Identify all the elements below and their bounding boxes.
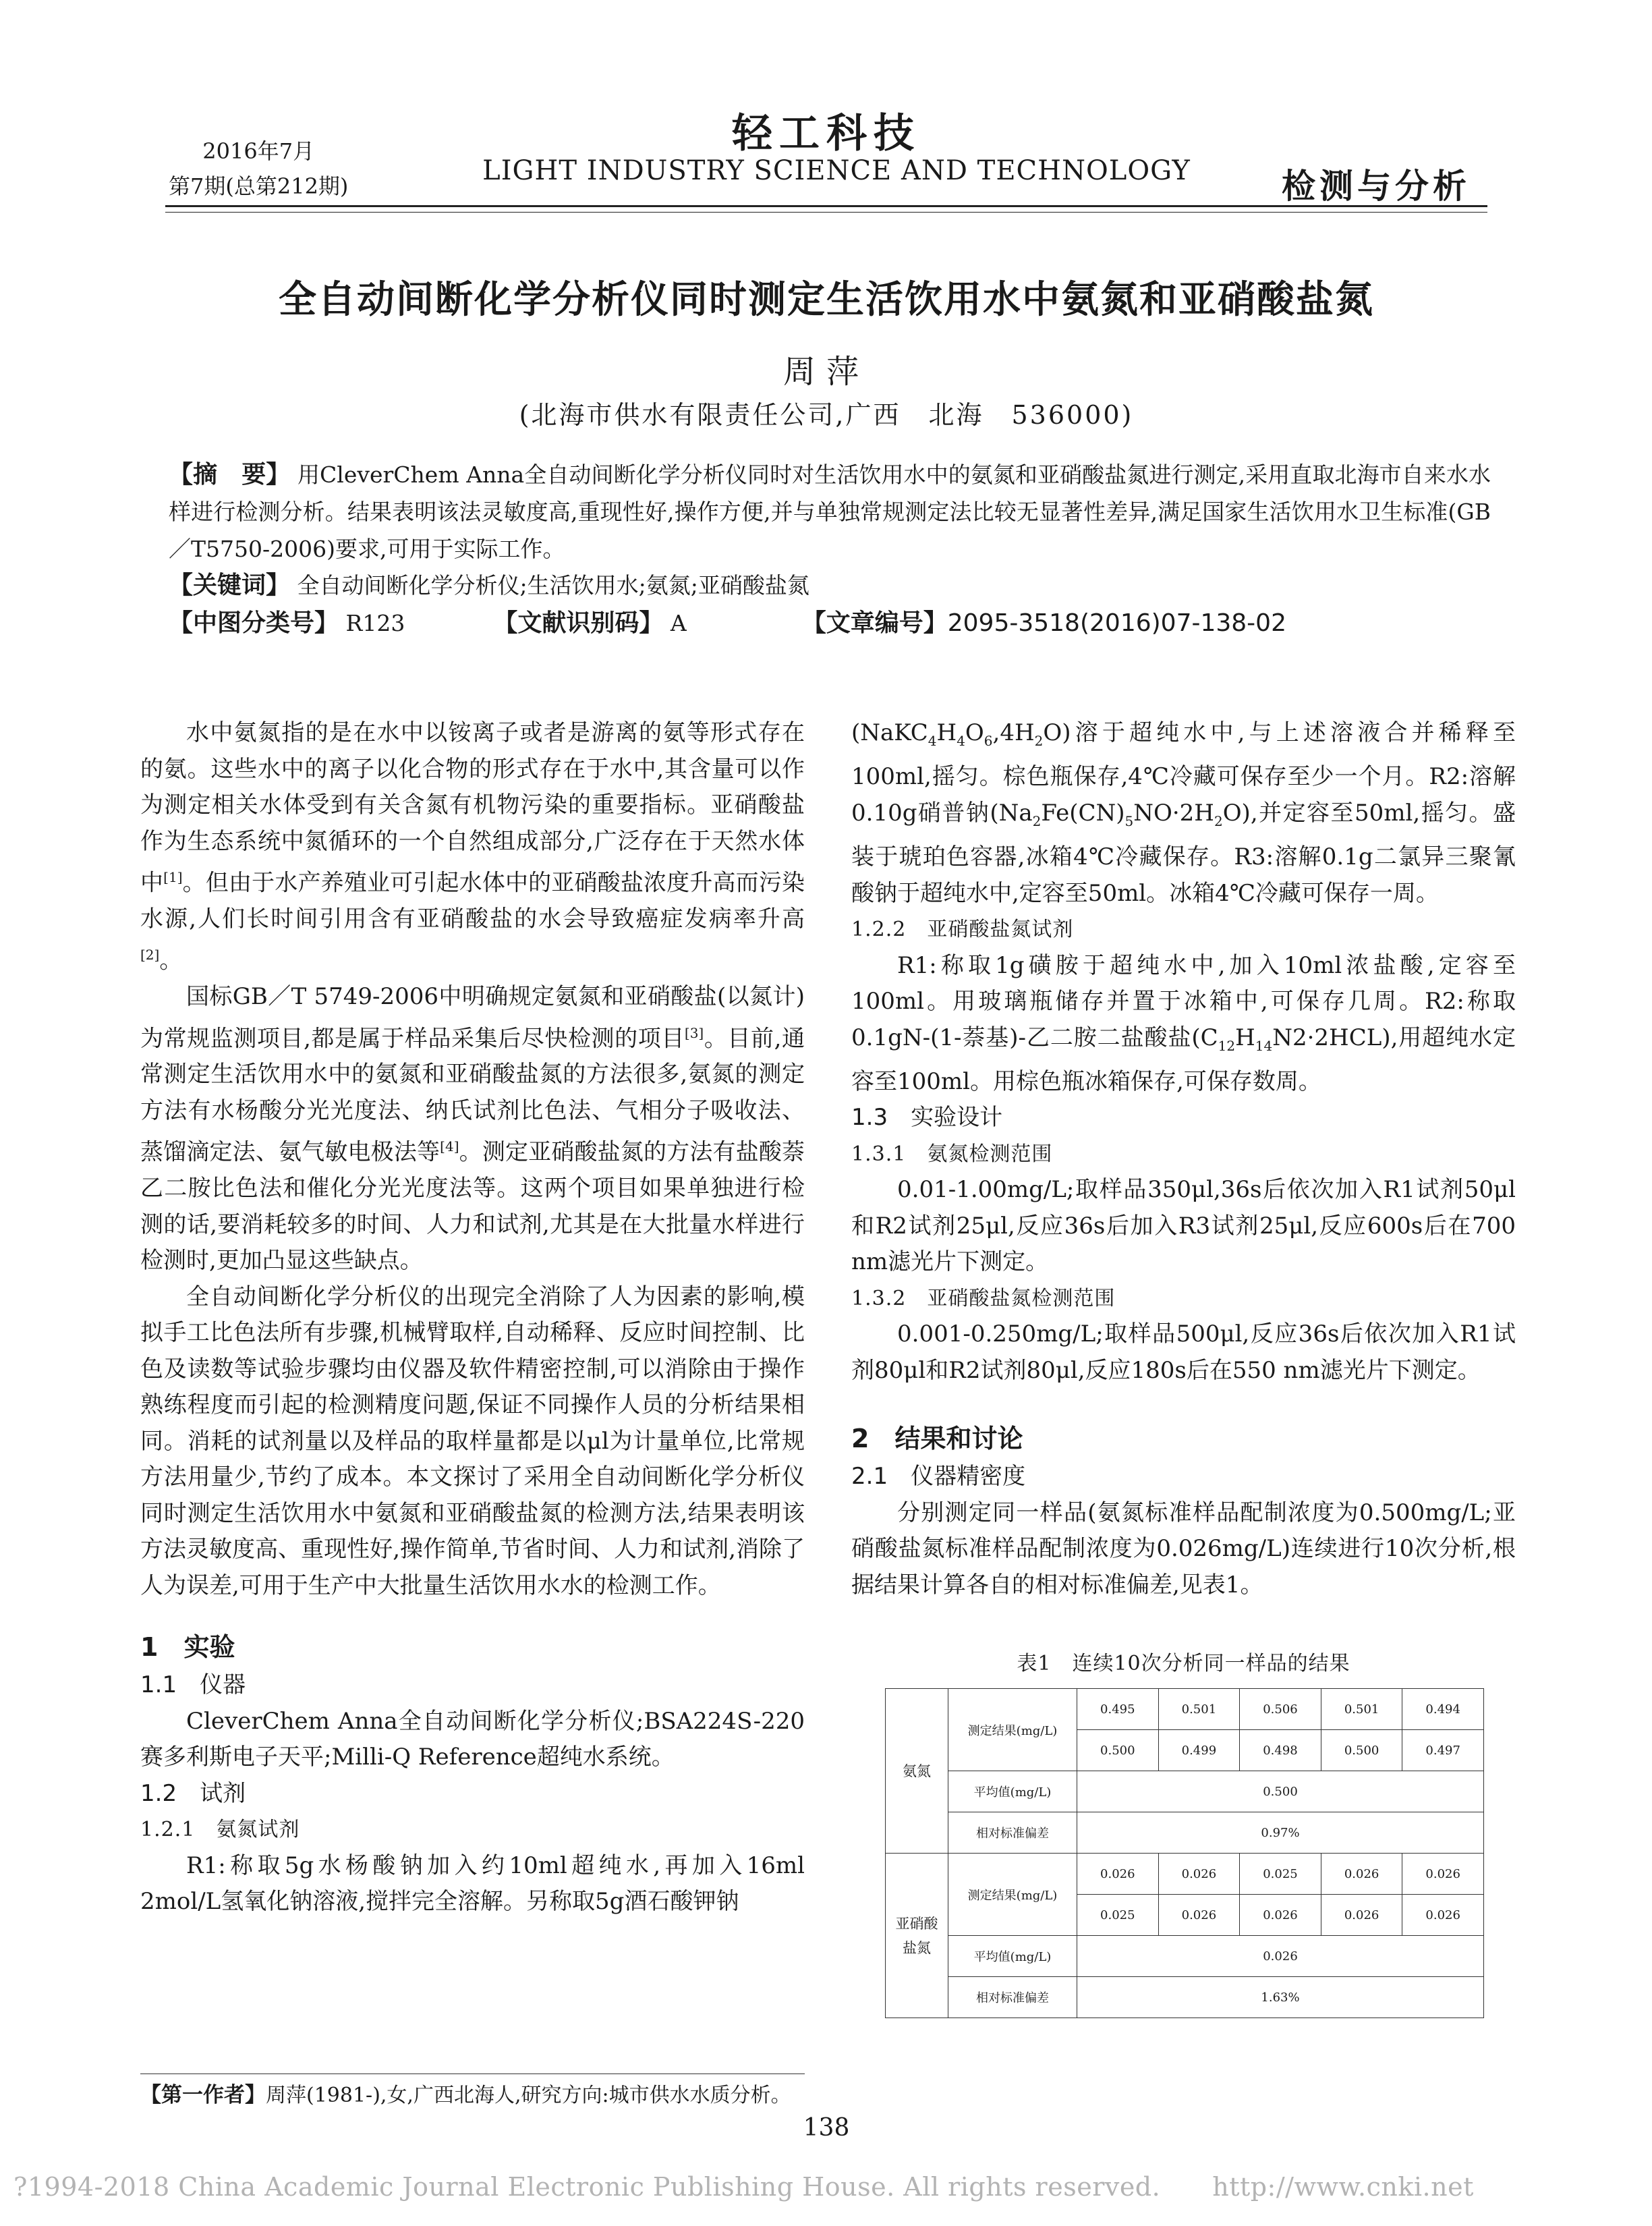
table-cell: 0.026 <box>1077 1854 1159 1895</box>
table-cell: 0.026 <box>1240 1895 1321 1936</box>
journal-title-en: LIGHT INDUSTRY SCIENCE AND TECHNOLOGY <box>482 155 1191 186</box>
table-cell: 0.026 <box>1158 1895 1240 1936</box>
doc-code-label: 【文献识别码】 <box>493 609 664 637</box>
table-cell: 0.026 <box>1321 1895 1402 1936</box>
keywords-text: 全自动间断化学分析仪;生活饮用水;氨氮;亚硝酸盐氮 <box>297 572 809 599</box>
table-cell: 0.494 <box>1402 1689 1484 1730</box>
table-row <box>886 1936 1484 1977</box>
table-caption: 表1 连续10次分析同一样品的结果 <box>1017 1652 1350 1675</box>
clc-value: R123 <box>345 610 405 636</box>
article-author: 周萍 <box>782 353 870 391</box>
copyright-line: ?1994-2018 China Academic Journal Electronic Publishing House. All rights reserved. http://www.cnki.net <box>13 2172 1474 2202</box>
ammonia-rsd: 0.97% <box>1077 1812 1484 1854</box>
table-cell: 0.495 <box>1077 1689 1159 1730</box>
paragraph-nitrite-range: 0.001-0.250mg/L;取样品500μl,反应36s后依次加入R1试剂80μl和R2试剂80μl,反应180s后在550 nm滤光片下测定。 <box>851 1320 1516 1384</box>
paragraph-reagent-continued: $(NaKC_4H_4O_6,4H_2O)$溶于超纯水中,与上述溶液合并稀释至100ml,摇匀。棕色瓶保存,4℃冷藏可保存至少一个月。R2:溶解0.10g硝普钠$(Na_2Fe(CN)_5NO\cdot 2H_2O)$,并定容至50ml,摇匀。盛装于琥珀色容器,冰箱4℃冷藏保存。R3:溶解0.1g二氯异三聚氰酸钠于超纯水中,定容至50ml。冰箱4℃冷藏可保存一周。 <box>851 719 1516 907</box>
paragraph-instruments: CleverChem Anna全自动间断化学分析仪;BSA224S-220赛多利斯电子天平;Milli-Q Reference超纯水系统。 <box>140 1707 805 1771</box>
paragraph-ammonia-range: 0.01-1.00mg/L;取样品350μl,36s后依次加入R1试剂50μl和R2试剂25μl,反应36s后加入R3试剂25μl,反应600s后在700 nm滤光片下测定。 <box>851 1176 1516 1276</box>
group-ammonia: 氨氮 <box>886 1689 948 1854</box>
table-cell: 0.026 <box>1402 1854 1484 1895</box>
article-number-value: 2095-3518(2016)07-138-02 <box>947 609 1286 637</box>
heading-precision: 2.1 仪器精密度 <box>851 1463 1026 1491</box>
author-affiliation: (北海市供水有限责任公司,广西 北海 536000) <box>519 400 1134 430</box>
table-cell: 0.506 <box>1240 1689 1321 1730</box>
journal-title-cn: 轻工科技 <box>732 110 921 157</box>
table-cell: 0.025 <box>1077 1895 1159 1936</box>
footnote-text: 周萍(1981-),女,广西北海人,研究方向:城市供水水质分析。 <box>266 2084 791 2107</box>
nitrite-rsd: 1.63% <box>1077 1977 1484 2018</box>
header-rule-thick <box>165 205 1487 207</box>
issue-date-block <box>169 134 348 204</box>
keywords <box>169 567 1491 604</box>
paragraph-intro-3: 全自动间断化学分析仪的出现完全消除了人为因素的影响,模拟手工比色法所有步骤,机械臂取样,自动稀释、反应时间控制、比色及读数等试验步骤均由仪器及软件精密控制,可以消除由于操作熟练程度而引起的检测精度问题,保证不同操作人员的分析结果相同。消耗的试剂量以及样品的取样量都是以μl为计量单位,比常规方法用量少,节约了成本。本文探讨了采用全自动间断化学分析仪同时测定生活饮用水中氨氮和亚硝酸盐氮的检测方法,结果表明该方法灵敏度高、重现性好,操作简单,节省时间、人力和试剂,消除了人为误差,可用于生产中大批量生活饮用水水的检测工作。 <box>140 1283 805 1599</box>
page-number: 138 <box>803 2114 850 2142</box>
table-cell: 0.026 <box>1321 1854 1402 1895</box>
table-cell: 0.500 <box>1077 1730 1159 1771</box>
label-rsd: 相对标准偏差 <box>948 1812 1077 1854</box>
table-cell: 0.026 <box>1402 1895 1484 1936</box>
table-cell: 0.499 <box>1158 1730 1240 1771</box>
label-result: 测定结果(mg/L) <box>948 1854 1077 1936</box>
heading-instruments: 1.1 仪器 <box>140 1671 246 1699</box>
heading-design: 1.3 实验设计 <box>851 1104 1003 1132</box>
table-row <box>886 1689 1484 1730</box>
table-cell: 0.498 <box>1240 1730 1321 1771</box>
group-nitrite: 亚硝酸 盐氮 <box>886 1854 948 2018</box>
paragraph-intro-2: 国标GB／T 5749-2006中明确规定氨氮和亚硝酸盐(以氮计)为常规监测项目,都是属于样品采集后尽快检测的项目[3]。目前,通常测定生活饮用水中的氨氮和亚硝酸盐氮的方法很多,氨氮的测定方法有水杨酸分光光度法、纳氏试剂比色法、气相分子吸收法、蒸馏滴定法、氨气敏电极法等[4]。测定亚硝酸盐氮的方法有盐酸萘乙二胺比色法和催化分光光度法等。这两个项目如果单独进行检测的话,要消耗较多的时间、人力和试剂,尤其是在大批量水样进行检测时,更加凸显这些缺点。 <box>140 983 805 1275</box>
issue-number: 第7期(总第212期) <box>169 173 349 199</box>
label-mean: 平均值(mg/L) <box>948 1936 1077 1977</box>
nitrite-mean: 0.026 <box>1077 1936 1484 1977</box>
clc-label: 【中图分类号】 <box>169 609 339 637</box>
paragraph-nitrite-reagents: R1:称取1g磺胺于超纯水中,加入10ml浓盐酸,定容至100ml。用玻璃瓶储存并置于冰箱中,可保存几周。R2:称取0.1gN-(1-萘基)-乙二胺二盐酸盐$(C_{12}H_{14}N2\cdot 2HCL)$,用超纯水定容至100ml。用棕色瓶冰箱保存,可保存数周。 <box>851 951 1516 1095</box>
doc-code-value: A <box>670 610 687 636</box>
paragraph-r1-reagent: R1:称取5g水杨酸钠加入约10ml超纯水,再加入16ml 2mol/L氢氧化钠溶液,搅拌完全溶解。另称取5g酒石酸钾钠 <box>140 1852 805 1916</box>
table-cell: 0.501 <box>1321 1689 1402 1730</box>
header-rule-thin <box>165 212 1487 213</box>
table-row <box>886 1812 1484 1854</box>
heading-results: 2 结果和讨论 <box>851 1424 1023 1454</box>
heading-ammonia-reagents: 1.2.1 氨氮试剂 <box>140 1818 300 1842</box>
heading-experiment: 1 实验 <box>140 1632 235 1663</box>
results-table <box>885 1688 1484 2018</box>
keywords-label: 【关键词】 <box>169 572 291 599</box>
heading-nitrite-range: 1.3.2 亚硝酸盐氮检测范围 <box>851 1286 1116 1310</box>
footnote-label: 【第一作者】 <box>140 2083 266 2107</box>
section-name: 检测与分析 <box>1282 166 1471 206</box>
abstract <box>169 456 1491 567</box>
label-rsd: 相对标准偏差 <box>948 1977 1077 2018</box>
ammonia-mean: 0.500 <box>1077 1771 1484 1812</box>
heading-ammonia-range: 1.3.1 氨氮检测范围 <box>851 1142 1053 1166</box>
issue-date: 2016年7月 <box>202 138 315 164</box>
label-mean: 平均值(mg/L) <box>948 1771 1077 1812</box>
table-row <box>886 1854 1484 1895</box>
body-left-column <box>140 715 805 1920</box>
abstract-label: 【摘 要】 <box>169 461 291 489</box>
table-cell: 0.026 <box>1158 1854 1240 1895</box>
label-result: 测定结果(mg/L) <box>948 1689 1077 1771</box>
article-title: 全自动间断化学分析仪同时测定生活饮用水中氨氮和亚硝酸盐氮 <box>279 278 1374 322</box>
table-cell: 0.497 <box>1402 1730 1484 1771</box>
footnote <box>140 2078 1017 2113</box>
table-cell: 0.500 <box>1321 1730 1402 1771</box>
table-cell: 0.501 <box>1158 1689 1240 1730</box>
classification-line <box>169 605 1491 642</box>
table-row <box>886 1977 1484 2018</box>
paragraph-intro-1: 水中氨氮指的是在水中以铵离子或者是游离的氨等形式存在的氨。这些水中的离子以化合物的形式存在于水中,其含量可以作为测定相关水体受到有关含氮有机物污染的重要指标。亚硝酸盐作为生态系统中氮循环的一个自然组成部分,广泛存在于天然水体中[1]。但由于水产养殖业可引起水体中的亚硝酸盐浓度升高而污染水源,人们长时间引用含有亚硝酸盐的水会导致癌症发病率升高[2]。 <box>140 719 805 974</box>
body-right-column <box>851 715 1516 1603</box>
paragraph-precision: 分别测定同一样品(氨氮标准样品配制浓度为0.500mg/L;亚硝酸盐氮标准样品配制浓度为0.026mg/L)连续进行10次分析,根据结果计算各自的相对标准偏差,见表1。 <box>851 1499 1516 1598</box>
heading-nitrite-reagents: 1.2.2 亚硝酸盐氮试剂 <box>851 918 1074 942</box>
table-row <box>886 1771 1484 1812</box>
article-number-label: 【文章编号】 <box>801 609 948 637</box>
table-cell: 0.025 <box>1240 1854 1321 1895</box>
abstract-text: 用CleverChem Anna全自动间断化学分析仪同时对生活饮用水中的氨氮和亚硝酸盐氮进行测定,采用直取北海市自来水水样进行检测分析。结果表明该法灵敏度高,重现性好,操作方便,并与单独常规测定法比较无显著性差异,满足国家生活饮用水卫生标准(GB／T5750-2006)要求,可用于实际工作。 <box>169 462 1491 562</box>
heading-reagents: 1.2 试剂 <box>140 1779 246 1807</box>
